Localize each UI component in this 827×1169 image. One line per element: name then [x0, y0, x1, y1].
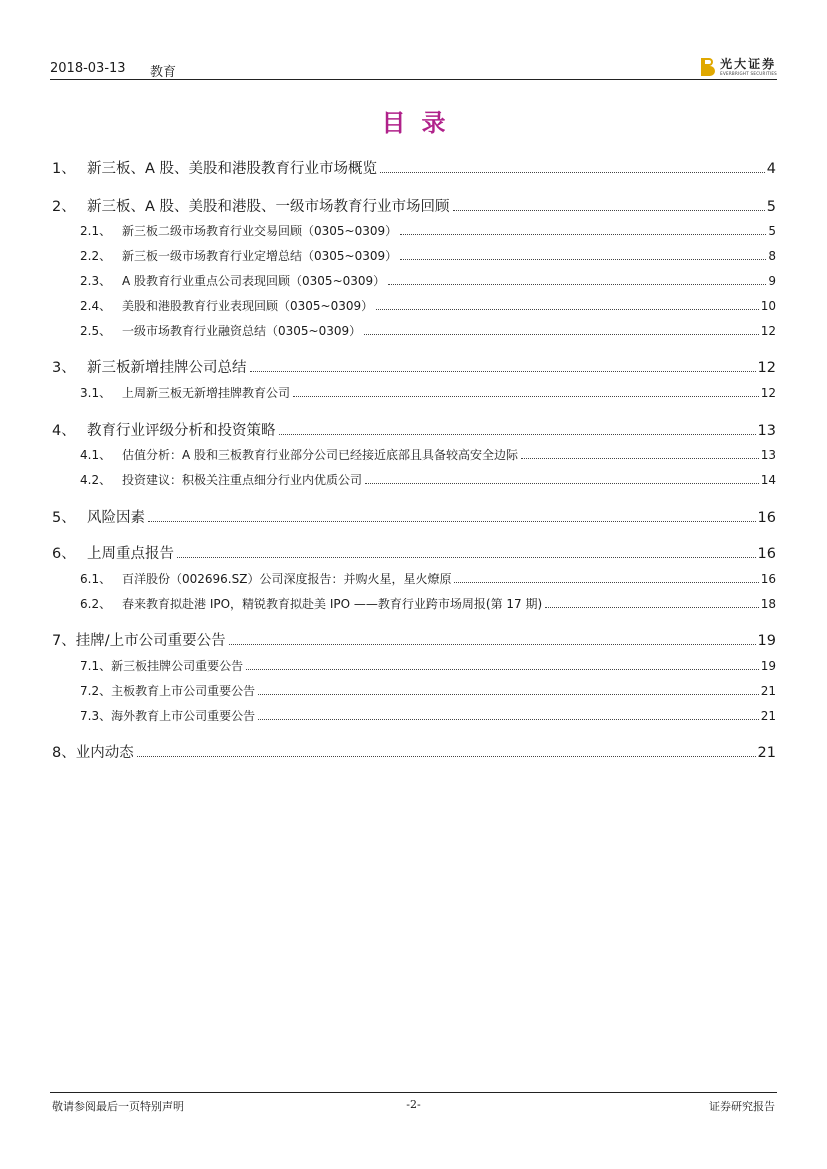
report-sector: 教育 — [150, 65, 177, 80]
toc-entry-text: 一级市场教育行业融资总结（0305~0309） — [122, 324, 362, 338]
toc-leader-dots — [376, 309, 759, 310]
toc-entry-text: 春来教育拟赴港 IPO，精锐教育拟赴美 IPO ——教育行业跨市场周报(第 17 期) — [122, 597, 543, 611]
toc-subentry[interactable] — [80, 707, 776, 724]
toc-leader-dots — [364, 334, 759, 335]
toc-entry-text: 主板教育上市公司重要公告 — [111, 684, 256, 698]
toc-entry-text: A 股教育行业重点公司表现回顾（0305~0309） — [122, 274, 386, 288]
toc-entry-text: 海外教育上市公司重要公告 — [111, 709, 256, 723]
toc-entry-page: 21 — [760, 684, 776, 698]
toc-entry-number: 6、 — [52, 546, 76, 562]
logo-text-en: EVERBRIGHT SECURITIES — [720, 70, 777, 76]
toc-entry-number: 6.2、 — [80, 597, 112, 611]
toc-leader-dots — [380, 172, 765, 173]
header-divider — [50, 79, 777, 80]
toc-entry-text: 美股和港股教育行业表现回顾（0305~0309） — [122, 299, 374, 313]
toc-entry[interactable] — [52, 741, 776, 762]
toc-entry[interactable] — [52, 419, 776, 440]
toc-entry-page: 16 — [760, 572, 776, 586]
toc-leader-dots — [177, 557, 756, 558]
toc-entry-number: 7.3、 — [80, 709, 112, 723]
toc-entry-page: 13 — [757, 423, 776, 439]
page-number: -2- — [406, 1098, 421, 1111]
toc-entry-page: 12 — [757, 360, 776, 376]
toc-subentry[interactable] — [80, 272, 776, 289]
toc-leader-dots — [545, 607, 759, 608]
toc-entry-text: 投资建议：积极关注重点细分行业内优质公司 — [122, 473, 363, 487]
toc-entry-page: 5 — [766, 199, 776, 215]
toc-entry-page: 12 — [760, 324, 776, 338]
toc-entry-number: 3、 — [52, 360, 76, 376]
toc-entry[interactable] — [52, 542, 776, 563]
toc-entry-page: 10 — [760, 299, 776, 313]
toc-entry-number: 2.1、 — [80, 224, 112, 238]
toc-subentry[interactable] — [80, 446, 776, 463]
toc-entry[interactable] — [52, 506, 776, 527]
toc-entry-number: 7.2、 — [80, 684, 112, 698]
toc-entry-page: 9 — [768, 274, 776, 288]
toc-entry-text: 上周新三板无新增挂牌教育公司 — [122, 386, 291, 400]
toc-subentry[interactable] — [80, 471, 776, 488]
toc-entry-page: 12 — [760, 386, 776, 400]
toc-entry-number: 5、 — [52, 510, 76, 526]
toc-entry-text: 新三板、A 股、美股和港股、一级市场教育行业市场回顾 — [87, 199, 450, 215]
toc-leader-dots — [258, 719, 759, 720]
toc-entry-number: 2.4、 — [80, 299, 112, 313]
toc-entry-text: 挂牌/上市公司重要公告 — [75, 633, 226, 649]
logo-mark-icon — [701, 58, 715, 76]
toc-entry-page: 19 — [760, 659, 776, 673]
toc-entry-page: 14 — [760, 473, 776, 487]
toc-entry-number: 7.1、 — [80, 659, 112, 673]
toc-leader-dots — [388, 284, 766, 285]
toc-entry[interactable] — [52, 157, 776, 178]
company-logo — [701, 56, 777, 78]
toc-entry-page: 21 — [760, 709, 776, 723]
report-type: 证券研究报告 — [709, 1100, 775, 1113]
logo-text-cn: 光大证券 — [720, 56, 777, 71]
toc-title: 目录 — [381, 108, 462, 137]
toc-entry-number: 3.1、 — [80, 386, 112, 400]
toc-entry-text: 新三板、A 股、美股和港股教育行业市场概览 — [87, 161, 378, 177]
toc-entry-number: 2、 — [52, 199, 76, 215]
toc-subentry[interactable] — [80, 595, 776, 612]
toc-entry-text: 业内动态 — [75, 745, 134, 761]
footer-divider — [50, 1092, 777, 1093]
toc-entry-page: 18 — [760, 597, 776, 611]
toc-entry-number: 2.2、 — [80, 249, 112, 263]
toc-subentry[interactable] — [80, 297, 776, 314]
toc-leader-dots — [279, 434, 756, 435]
toc-entry-text: 估值分析：A 股和三板教育行业部分公司已经接近底部且具备较高安全边际 — [122, 448, 519, 462]
toc-entry-text: 新三板新增挂牌公司总结 — [87, 360, 247, 376]
toc-entry-number: 6.1、 — [80, 572, 112, 586]
disclaimer-note: 敬请参阅最后一页特别声明 — [52, 1100, 184, 1113]
toc-leader-dots — [293, 396, 759, 397]
toc-leader-dots — [453, 210, 765, 211]
toc-subentry[interactable] — [80, 384, 776, 401]
toc-subentry[interactable] — [80, 322, 776, 339]
toc-leader-dots — [137, 756, 756, 757]
toc-entry-number: 4、 — [52, 423, 76, 439]
toc-entry[interactable] — [52, 629, 776, 650]
toc-entry-page: 4 — [766, 161, 776, 177]
toc-leader-dots — [400, 234, 766, 235]
toc-subentry[interactable] — [80, 657, 776, 674]
toc-subentry[interactable] — [80, 570, 776, 587]
toc-entry-text: 新三板挂牌公司重要公告 — [111, 659, 244, 673]
toc-subentry[interactable] — [80, 682, 776, 699]
toc-entry-number: 8、 — [52, 745, 76, 761]
toc-entry-number: 4.1、 — [80, 448, 112, 462]
toc-leader-dots — [400, 259, 766, 260]
toc-entry-number: 4.2、 — [80, 473, 112, 487]
toc-entry-page: 13 — [760, 448, 776, 462]
toc-leader-dots — [246, 669, 759, 670]
toc-leader-dots — [365, 483, 759, 484]
toc-subentry[interactable] — [80, 247, 776, 264]
header-bar — [50, 56, 777, 80]
toc-entry-number: 7、 — [52, 633, 76, 649]
toc-leader-dots — [454, 582, 758, 583]
toc-entry[interactable] — [52, 356, 776, 377]
toc-entry-page: 8 — [768, 249, 776, 263]
toc-subentry[interactable] — [80, 222, 776, 239]
toc-entry[interactable] — [52, 195, 776, 216]
toc-entry-text: 百洋股份（002696.SZ）公司深度报告：并购火星，星火燎原 — [122, 572, 452, 586]
toc-entry-text: 风险因素 — [87, 510, 145, 526]
toc-entry-number: 1、 — [52, 161, 76, 177]
toc-leader-dots — [148, 521, 756, 522]
toc-entry-text: 上周重点报告 — [87, 546, 174, 562]
toc-leader-dots — [250, 371, 756, 372]
toc-entry-page: 5 — [768, 224, 776, 238]
toc-leader-dots — [521, 458, 759, 459]
toc-entry-page: 19 — [757, 633, 776, 649]
toc-leader-dots — [229, 644, 756, 645]
toc-entry-number: 2.5、 — [80, 324, 112, 338]
toc-entry-text: 新三板二级市场教育行业交易回顾（0305~0309） — [122, 224, 398, 238]
toc-leader-dots — [258, 694, 759, 695]
toc-entry-page: 16 — [757, 510, 776, 526]
report-date: 2018-03-13 — [50, 61, 126, 76]
toc-entry-page: 16 — [757, 546, 776, 562]
toc-entry-page: 21 — [757, 745, 776, 761]
toc-entry-text: 新三板一级市场教育行业定增总结（0305~0309） — [122, 249, 398, 263]
toc-entry-number: 2.3、 — [80, 274, 112, 288]
toc-entry-text: 教育行业评级分析和投资策略 — [87, 423, 276, 439]
